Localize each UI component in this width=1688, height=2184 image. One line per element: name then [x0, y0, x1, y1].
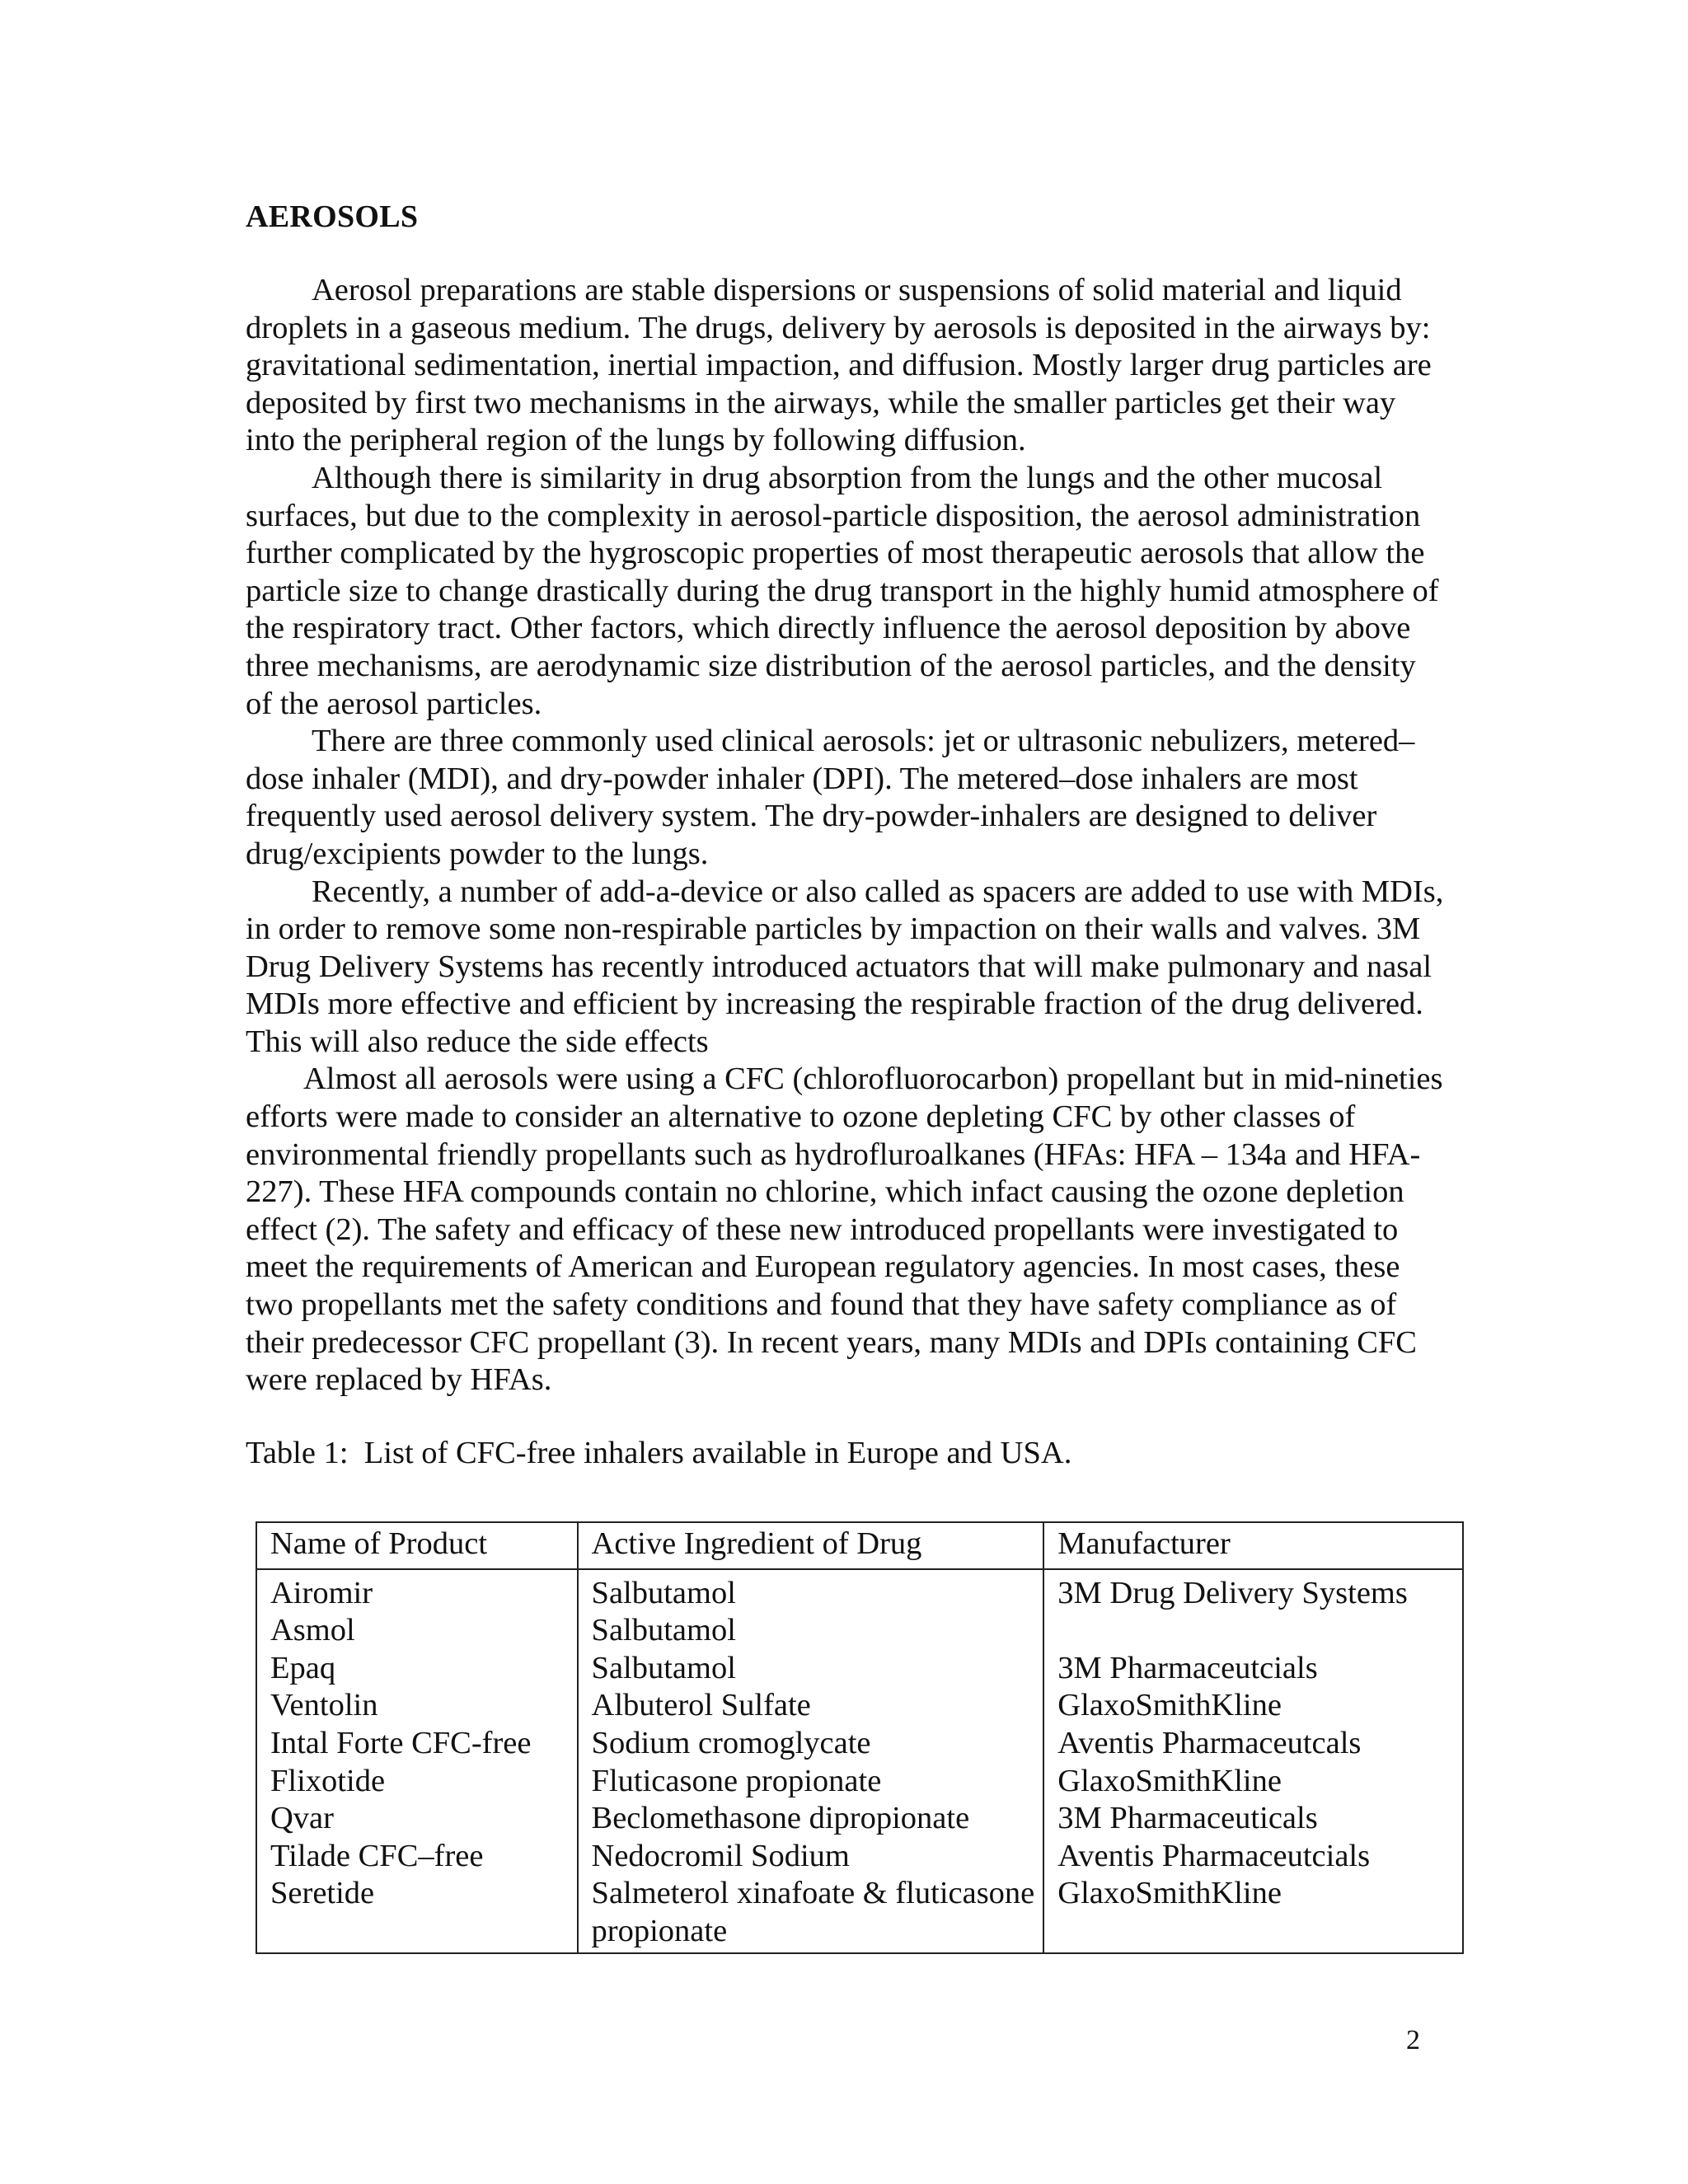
table-row: [256, 1875, 1463, 1952]
active-ingredient-cell: Salmeterol xinafoate & fluticasone propionate: [578, 1875, 1044, 1952]
paragraph-spacers: Recently, a number of add-a-device or also called as spacers are added to use with MDIs, in order to remove some non-respirable particles by impaction on their walls and valves. 3M Drug Delivery Systems has recently introduced actuators that will make pulmonary and nasal MDIs more effective and efficient by increasing the respirable fraction of the drug delivered. This will also reduce the side effects: [246, 874, 1444, 1059]
table-row: [256, 1725, 1463, 1763]
table-caption: Table 1: List of CFC-free inhalers available in Europe and USA.: [246, 1436, 1072, 1470]
product-name-cell: Intal Forte CFC-free: [256, 1725, 578, 1763]
header-product-name: Name of Product: [256, 1522, 578, 1569]
cfc-free-inhalers-table: [256, 1521, 1464, 1954]
product-name-cell: Tilade CFC–free: [256, 1838, 578, 1876]
header-active-ingredient: Active Ingredient of Drug: [578, 1522, 1044, 1569]
manufacturer-cell: GlaxoSmithKline: [1043, 1687, 1463, 1725]
table-row: [256, 1838, 1463, 1876]
product-name-cell: Qvar: [256, 1800, 578, 1838]
active-ingredient-cell: Salbutamol: [578, 1650, 1044, 1688]
active-ingredient-cell: Albuterol Sulfate: [578, 1687, 1044, 1725]
table-row: [256, 1763, 1463, 1801]
product-name-cell: Seretide: [256, 1875, 578, 1952]
manufacturer-cell: 3M Pharmaceuticals: [1043, 1800, 1463, 1838]
paragraph-aerosol-definition: Aerosol preparations are stable dispersions or suspensions of solid material and liquid droplets in a gaseous medium. The drugs, delivery by aerosols is deposited in the airways by: gravitational sedimentation, inertial impaction, and diffusion. Mostly larger drug particles are deposited by first two mechanisms in the airways, while the smaller particles get their way into the peripheral region of the lungs by following diffusion.: [246, 273, 1432, 458]
table-row: [256, 1569, 1463, 1613]
table-row: [256, 1687, 1463, 1725]
manufacturer-cell: Aventis Pharmaceutcals: [1043, 1725, 1463, 1763]
manufacturer-cell: GlaxoSmithKline: [1043, 1875, 1463, 1952]
active-ingredient-cell: Fluticasone propionate: [578, 1763, 1044, 1801]
active-ingredient-cell: Nedocromil Sodium: [578, 1838, 1044, 1876]
active-ingredient-cell: Salbutamol: [578, 1612, 1044, 1650]
section-heading: AEROSOLS: [246, 199, 419, 234]
active-ingredient-cell: Beclomethasone dipropionate: [578, 1800, 1044, 1838]
manufacturer-cell: 3M Drug Delivery Systems: [1043, 1569, 1463, 1613]
table-row: [256, 1650, 1463, 1688]
table-header-row: [256, 1522, 1463, 1569]
manufacturer-cell: Aventis Pharmaceutcials: [1043, 1838, 1463, 1876]
paragraph-cfc-propellants: Almost all aerosols were using a CFC (chlorofluorocarbon) propellant but in mid-nineties efforts were made to consider an alternative to ozone depleting CFC by other classes of environmental friendly propellants such as hydrofluroalkanes (HFAs: HFA – 134a and HFA-227). These HFA compounds contain no chlorine, which infact causing the ozone depletion effect (2). The safety and efficacy of these new introduced propellants were investigated to meet the requirements of American and European regulatory agencies. In most cases, these two propellants met the safety conditions and found that they have safety compliance as of their predecessor CFC propellant (3). In recent years, many MDIs and DPIs containing CFC were replaced by HFAs.: [246, 1062, 1443, 1398]
manufacturer-cell: [1043, 1612, 1463, 1650]
header-manufacturer: Manufacturer: [1043, 1522, 1463, 1569]
product-name-cell: Ventolin: [256, 1687, 578, 1725]
product-name-cell: Epaq: [256, 1650, 578, 1688]
product-name-cell: Asmol: [256, 1612, 578, 1650]
paragraph-drug-absorption: Although there is similarity in drug absorption from the lungs and the other mucosal surfaces, but due to the complexity in aerosol-particle disposition, the aerosol administration further complicated by the hygroscopic properties of most therapeutic aerosols that allow the particle size to change drastically during the drug transport in the highly humid atmosphere of the respiratory tract. Other factors, which directly influence the aerosol deposition by above three mechanisms, are aerodynamic size distribution of the aerosol particles, and the density of the aerosol particles.: [246, 460, 1439, 721]
table-row: [256, 1800, 1463, 1838]
body-text: [246, 272, 1449, 1399]
active-ingredient-cell: Salbutamol: [578, 1569, 1044, 1613]
paragraph-clinical-aerosols: There are three commonly used clinical aerosols: jet or ultrasonic nebulizers, metered–dose inhaler (MDI), and dry-powder inhaler (DPI). The metered–dose inhalers are most frequently used aerosol delivery system. The dry-powder-inhalers are designed to deliver drug/excipients powder to the lungs.: [246, 724, 1415, 871]
product-name-cell: Airomir: [256, 1569, 578, 1613]
page-number: 2: [1406, 2025, 1420, 2055]
manufacturer-cell: GlaxoSmithKline: [1043, 1763, 1463, 1801]
table-row: [256, 1612, 1463, 1650]
manufacturer-cell: 3M Pharmaceutcials: [1043, 1650, 1463, 1688]
active-ingredient-cell: Sodium cromoglycate: [578, 1725, 1044, 1763]
product-name-cell: Flixotide: [256, 1763, 578, 1801]
